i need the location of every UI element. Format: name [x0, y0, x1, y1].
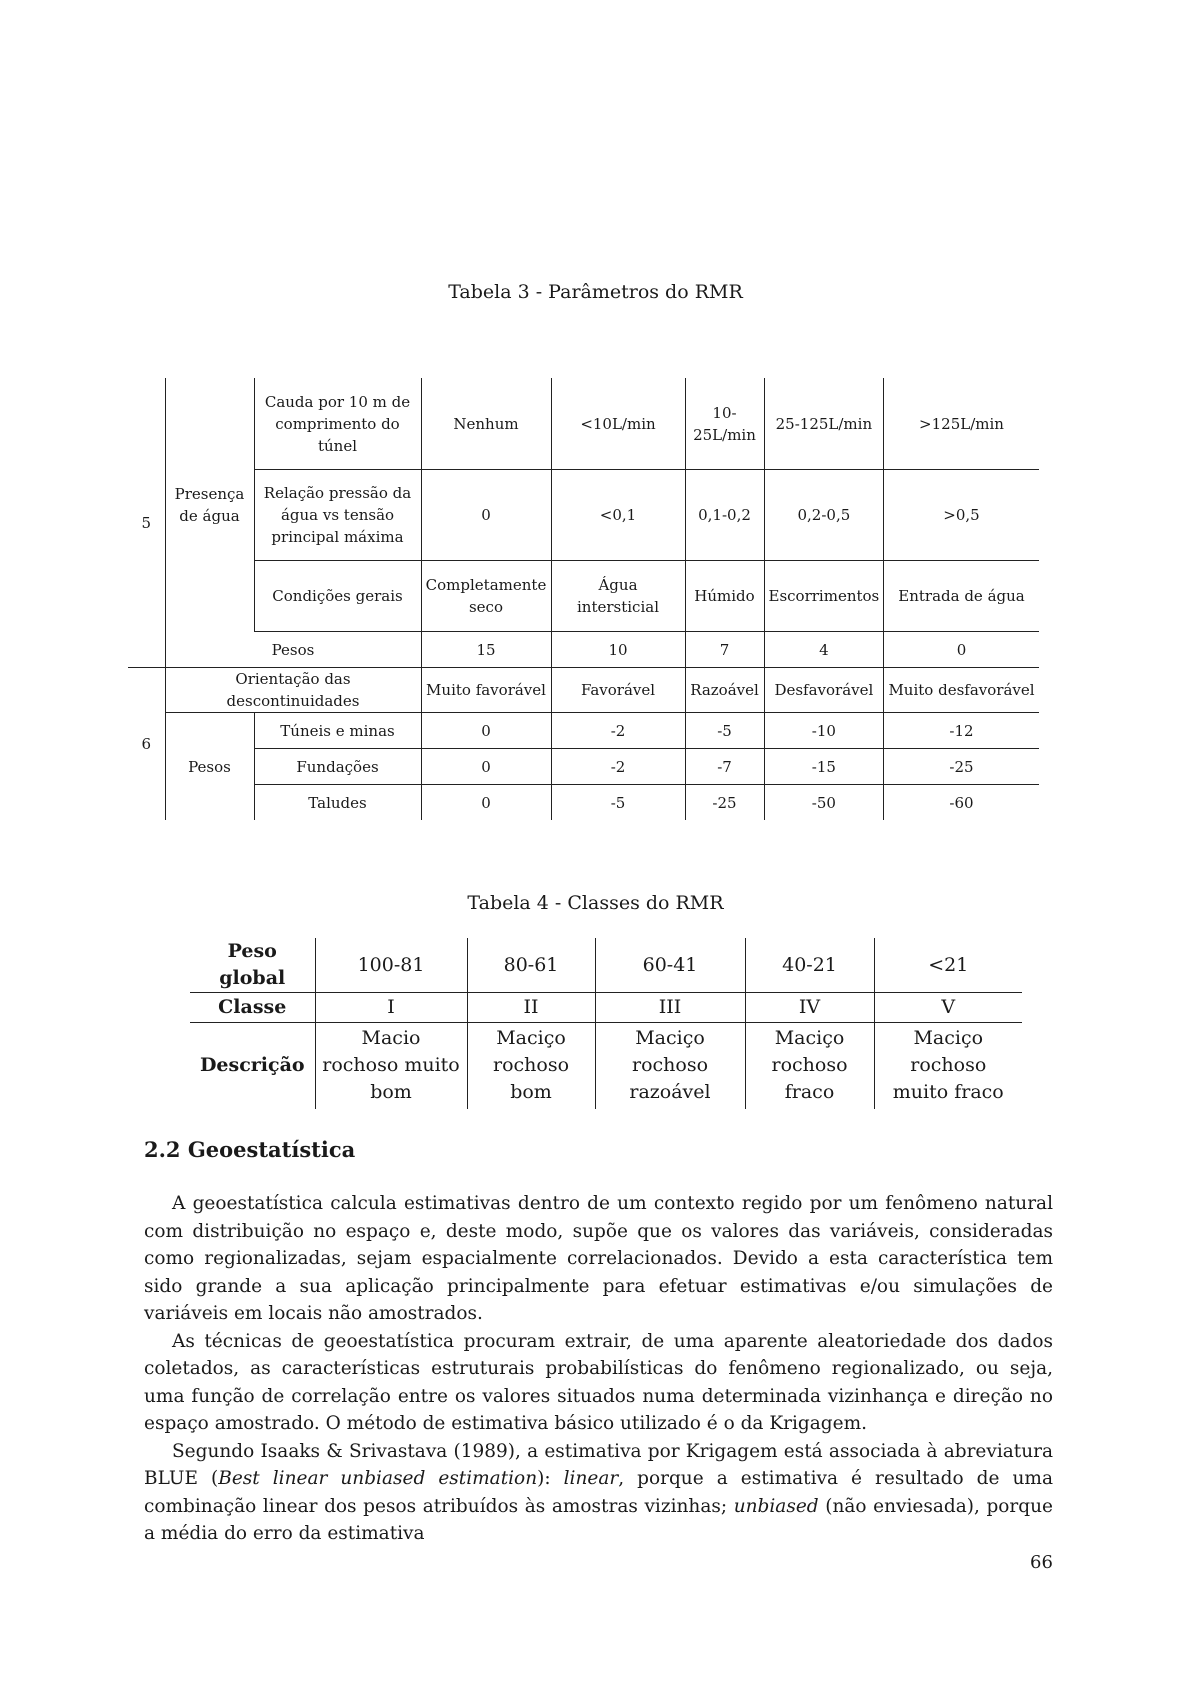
table-row	[190, 938, 1022, 993]
table-cell: 0	[421, 470, 551, 561]
table-cell: -2	[551, 713, 685, 749]
table-cell: -2	[551, 749, 685, 785]
presenca-agua-label: Presença de água	[165, 378, 254, 632]
table-cell: -25	[884, 749, 1039, 785]
table-cell: Nenhum	[421, 378, 551, 470]
table-cell: Completamente seco	[421, 561, 551, 632]
table-cell: -25	[685, 785, 764, 821]
table-cell: 0	[421, 785, 551, 821]
table-row	[128, 785, 1039, 821]
table-cell: Razoável	[685, 668, 764, 713]
table-cell: Desfavorável	[764, 668, 884, 713]
table-cell: Escorrimentos	[764, 561, 884, 632]
table-cell: <21	[874, 938, 1022, 993]
section-heading: 2.2 Geoestatística	[144, 1137, 356, 1162]
table-cell: 100-81	[315, 938, 467, 993]
table-cell: Húmido	[685, 561, 764, 632]
table-cell: 10-25L/min	[685, 378, 764, 470]
table-cell: Maciço rochoso bom	[467, 1023, 595, 1109]
rmr-classes-table	[190, 938, 1022, 1109]
rmr-parameters-table	[128, 378, 1039, 820]
table-cell: >125L/min	[884, 378, 1039, 470]
table-cell: 10	[551, 632, 685, 668]
paragraph	[144, 1438, 1053, 1548]
table-cell: Relação pressão da água vs tensão principal máxima	[254, 470, 421, 561]
paragraph: A geoestatística calcula estimativas dentro de um contexto regido por um fenômeno natural com distribuição no espaço e, deste modo, supõe que os valores das variáveis, consideradas como regionalizadas, sejam espacialmente correlacionados. Devido a esta característica tem sido grande a sua aplicação principalmente para efetuar estimativas e/ou simulações de variáveis em locais não amostrados.	[144, 1193, 1053, 1324]
table-cell: Muito favorável	[421, 668, 551, 713]
table-cell: I	[315, 993, 467, 1023]
table-cell: 15	[421, 632, 551, 668]
table-row	[128, 470, 1039, 561]
table-cell: <0,1	[551, 470, 685, 561]
table-cell: Entrada de água	[884, 561, 1039, 632]
table-cell: -15	[764, 749, 884, 785]
table-cell: 40-21	[745, 938, 874, 993]
table-cell: 60-41	[595, 938, 745, 993]
table-cell: 0	[421, 713, 551, 749]
pesos-label: Pesos	[165, 713, 254, 821]
row-number-5: 5	[141, 513, 152, 532]
table3-caption: Tabela 3 - Parâmetros do RMR	[448, 281, 743, 303]
table-row	[128, 378, 1039, 470]
table-row	[128, 668, 1039, 713]
table-cell: Descrição	[199, 1054, 305, 1077]
table-cell: Macio rochoso muito bom	[315, 1023, 467, 1109]
table-cell: Favorável	[551, 668, 685, 713]
emphasis-text: unbiased	[733, 1495, 819, 1517]
table-cell: V	[874, 993, 1022, 1023]
table-cell: Muito desfavorável	[884, 668, 1039, 713]
body-text	[144, 1190, 1053, 1548]
table-row	[128, 713, 1039, 749]
table-cell: Maciço rochoso fraco	[745, 1023, 874, 1109]
table-cell: III	[595, 993, 745, 1023]
table-cell: 0	[884, 632, 1039, 668]
table-cell: 4	[764, 632, 884, 668]
page-number: 66	[1030, 1552, 1053, 1573]
table-cell: -12	[884, 713, 1039, 749]
table-cell: 0	[421, 749, 551, 785]
table-cell: -10	[764, 713, 884, 749]
table-cell: -50	[764, 785, 884, 821]
table-cell: 0,1-0,2	[685, 470, 764, 561]
table-cell: Peso global	[190, 938, 315, 993]
table-cell: Cauda por 10 m de comprimento do túnel	[254, 378, 421, 470]
table-cell: Água intersticial	[551, 561, 685, 632]
table-row	[190, 993, 1022, 1023]
table-cell: 25-125L/min	[764, 378, 884, 470]
table-row	[128, 749, 1039, 785]
table-cell: Maciço rochoso muito fraco	[874, 1023, 1022, 1109]
row-number-6: 6	[128, 668, 165, 821]
table-row	[190, 1023, 1022, 1109]
text-run: (não enviesada), porque a média do erro da estimativa	[144, 1495, 1053, 1544]
text-run: ):	[537, 1468, 564, 1489]
text-run: , porque a estimativa é resultado de uma combinação linear dos pesos atribuídos às amostras vizinhas;	[144, 1468, 1053, 1517]
table4-caption: Tabela 4 - Classes do RMR	[467, 892, 724, 914]
paragraph: As técnicas de geoestatística procuram extrair, de uma aparente aleatoriedade dos dados coletados, as características estruturais probabilísticas do fenômeno regionalizado, ou seja, uma função de correlação entre os valores situados numa determinada vizinhança e direção no espaço amostrado. O método de estimativa básico utilizado é o da Krigagem.	[144, 1330, 1053, 1434]
table-cell: Orientação das descontinuidades	[165, 668, 421, 713]
table-cell: Taludes	[254, 785, 421, 821]
table-cell: -7	[685, 749, 764, 785]
table-cell: Condições gerais	[254, 561, 421, 632]
table-row	[128, 561, 1039, 632]
table-cell: Túneis e minas	[254, 713, 421, 749]
table-row	[128, 632, 1039, 668]
table-cell: <10L/min	[551, 378, 685, 470]
table-cell: 80-61	[467, 938, 595, 993]
table-cell: -60	[884, 785, 1039, 821]
text-run: Segundo Isaaks & Srivastava (1989), a estimativa por Krigagem está associada à abreviatura BLUE (	[144, 1440, 1053, 1489]
table-cell: Pesos	[165, 632, 421, 668]
table-cell: Maciço rochoso razoável	[595, 1023, 745, 1109]
table-cell: 0,2-0,5	[764, 470, 884, 561]
table-cell: II	[467, 993, 595, 1023]
table-cell: Fundações	[254, 749, 421, 785]
table-cell: 7	[685, 632, 764, 668]
table-cell: Classe	[190, 993, 315, 1023]
table-cell: -5	[685, 713, 764, 749]
table-cell: -5	[551, 785, 685, 821]
table-cell: >0,5	[884, 470, 1039, 561]
emphasis-text: linear	[563, 1468, 619, 1489]
emphasis-text: Best linear unbiased estimation	[218, 1468, 538, 1489]
table-cell: IV	[745, 993, 874, 1023]
